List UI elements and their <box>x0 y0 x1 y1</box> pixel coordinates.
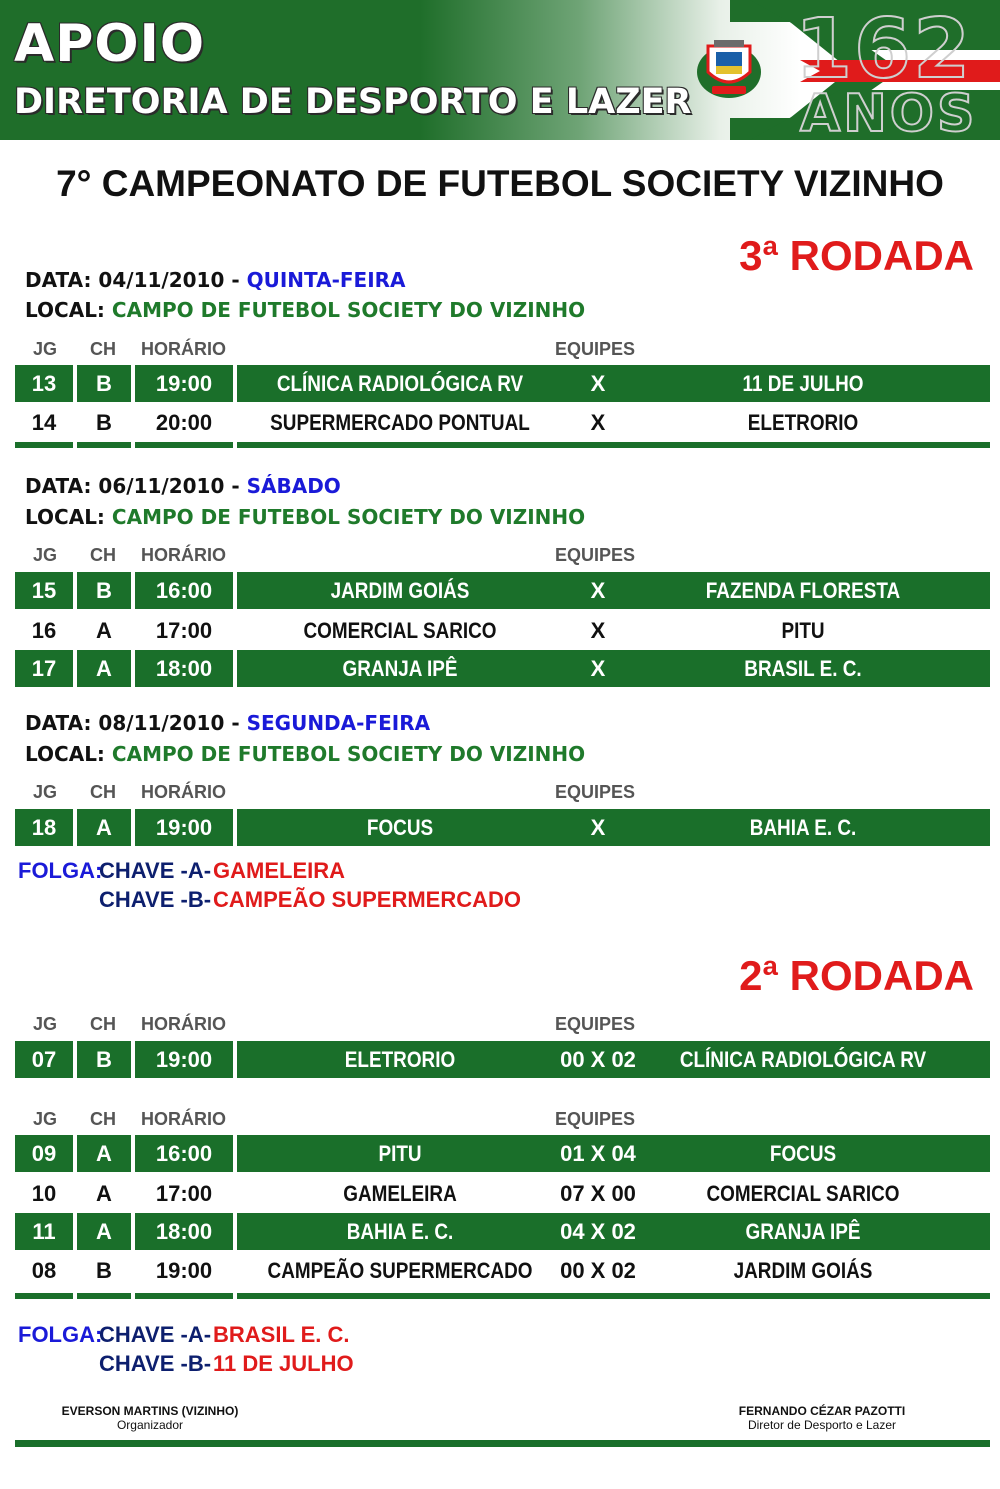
game-home: CAMPEÃO SUPERMERCADO <box>267 1258 533 1283</box>
game-row <box>15 650 990 687</box>
day-3-date <box>25 711 430 735</box>
game-row <box>15 612 990 649</box>
day-1-local <box>25 298 585 322</box>
game-row <box>15 1041 990 1078</box>
day-2-local <box>25 505 585 529</box>
game-home: PITU <box>378 1141 422 1166</box>
round-2-title: 2ª RODADA <box>739 952 974 999</box>
date-label: DATA: 06/11/2010 - <box>25 474 247 498</box>
col-jg: JG <box>33 339 58 359</box>
chave-a-team: BRASIL E. C. <box>213 1322 350 1347</box>
game-ch: B <box>96 410 112 435</box>
column-header <box>15 545 990 569</box>
game-ch: A <box>77 1135 131 1172</box>
game-home: GAMELEIRA <box>343 1181 457 1206</box>
header-banner <box>0 0 1000 140</box>
col-horario: HORÁRIO <box>141 1109 226 1129</box>
anniversary-word: ANOS <box>800 84 978 140</box>
game-jg: 13 <box>15 365 73 402</box>
col-jg: JG <box>33 782 58 802</box>
game-score: 07 X 00 <box>560 1181 636 1206</box>
signature-name: FERNANDO CÉZAR PAZOTTI <box>738 1404 906 1418</box>
day-1-date <box>25 268 406 292</box>
game-row <box>15 809 990 846</box>
column-header <box>15 1109 990 1133</box>
game-home: BAHIA E. C. <box>346 1219 454 1244</box>
table-bottom-bar <box>15 1293 990 1299</box>
col-ch: CH <box>90 339 116 359</box>
weekday: SÁBADO <box>246 474 341 498</box>
game-score: 00 X 02 <box>560 1258 636 1283</box>
game-away: CLÍNICA RADIOLÓGICA RV <box>679 1047 927 1072</box>
game-time: 18:00 <box>135 1213 233 1250</box>
weekday: SEGUNDA-FEIRA <box>246 711 431 735</box>
game-row <box>15 1135 990 1172</box>
game-away: ELETRORIO <box>747 410 859 435</box>
col-equipes: EQUIPES <box>555 545 636 565</box>
game-away: BRASIL E. C. <box>744 656 862 681</box>
col-ch: CH <box>90 1014 116 1034</box>
game-away: FAZENDA FLORESTA <box>705 578 901 603</box>
game-ch: A <box>77 650 131 687</box>
col-horario: HORÁRIO <box>141 1014 226 1034</box>
chave-a-label: CHAVE -A- <box>99 1322 212 1347</box>
game-jg: 17 <box>15 650 73 687</box>
game-jg: 11 <box>15 1213 73 1250</box>
game-away: JARDIM GOIÁS <box>733 1258 873 1283</box>
game-jg: 15 <box>15 572 73 609</box>
game-time: 19:00 <box>135 809 233 846</box>
col-horario: HORÁRIO <box>141 545 226 565</box>
game-time: 17:00 <box>155 1181 213 1206</box>
game-score: 04 X 02 <box>560 1219 636 1244</box>
folga-label: FOLGA: <box>18 858 103 883</box>
game-time: 20:00 <box>155 410 213 435</box>
folga-round-2 <box>18 1322 350 1348</box>
game-away: 11 DE JULHO <box>742 371 864 396</box>
date-label: DATA: 08/11/2010 - <box>25 711 247 735</box>
game-ch: B <box>96 1258 112 1283</box>
col-equipes: EQUIPES <box>555 339 636 359</box>
game-score: X <box>590 578 606 603</box>
game-ch: B <box>77 1041 131 1078</box>
game-row <box>15 1175 990 1212</box>
game-jg: 07 <box>15 1041 73 1078</box>
game-away: BAHIA E. C. <box>749 815 857 840</box>
day-2-date <box>25 474 341 498</box>
game-away: GRANJA IPÊ <box>745 1219 861 1244</box>
game-row <box>15 404 990 441</box>
game-row <box>15 1213 990 1250</box>
chave-a-label: CHAVE -A- <box>99 858 212 883</box>
game-home: COMERCIAL SARICO <box>303 618 497 643</box>
game-away: FOCUS <box>769 1141 837 1166</box>
game-home: ELETRORIO <box>344 1047 456 1072</box>
col-jg: JG <box>33 545 58 565</box>
local-label: LOCAL: <box>25 742 112 766</box>
date-label: DATA: 04/11/2010 - <box>25 268 247 292</box>
municipal-crest-icon <box>694 38 764 100</box>
game-time: 16:00 <box>135 572 233 609</box>
footer-line <box>15 1440 990 1447</box>
game-score: 01 X 04 <box>560 1141 636 1166</box>
game-score: X <box>590 815 606 840</box>
col-horario: HORÁRIO <box>141 339 226 359</box>
game-away: PITU <box>781 618 825 643</box>
game-home: CLÍNICA RADIOLÓGICA RV <box>276 371 524 396</box>
col-jg: JG <box>33 1109 58 1129</box>
column-header <box>15 339 990 363</box>
game-time: 18:00 <box>135 650 233 687</box>
game-time: 16:00 <box>135 1135 233 1172</box>
game-row <box>15 572 990 609</box>
game-jg: 08 <box>31 1258 57 1283</box>
signature-role: Diretor de Desporto e Lazer <box>747 1418 897 1432</box>
chave-a-team: GAMELEIRA <box>213 858 345 883</box>
game-time: 19:00 <box>155 1258 213 1283</box>
signature-director <box>712 1404 932 1432</box>
col-horario: HORÁRIO <box>141 782 226 802</box>
col-jg: JG <box>33 1014 58 1034</box>
local-value: CAMPO DE FUTEBOL SOCIETY DO VIZINHO <box>111 298 586 322</box>
col-equipes: EQUIPES <box>555 1014 636 1034</box>
game-score: 00 X 02 <box>560 1047 636 1072</box>
chave-b-label: CHAVE -B- <box>99 887 212 912</box>
game-row <box>15 365 990 402</box>
signature-organizer <box>40 1404 260 1432</box>
local-label: LOCAL: <box>25 505 112 529</box>
header-apoio: APOIO <box>14 14 206 74</box>
col-ch: CH <box>90 545 116 565</box>
day-3-local <box>25 742 585 766</box>
chave-b-team: CAMPEÃO SUPERMERCADO <box>213 887 522 912</box>
signature-role: Organizador <box>116 1418 184 1432</box>
chave-b-label: CHAVE -B- <box>99 1351 212 1376</box>
game-score: X <box>590 656 606 681</box>
game-ch: A <box>77 809 131 846</box>
folga-round-3 <box>18 858 345 884</box>
game-jg: 10 <box>31 1181 57 1206</box>
game-row <box>15 1252 990 1289</box>
game-ch: A <box>96 1181 112 1206</box>
column-header <box>15 1014 990 1038</box>
anniversary-number: 162 <box>795 2 973 97</box>
local-label: LOCAL: <box>25 298 112 322</box>
game-ch: B <box>77 365 131 402</box>
game-home: SUPERMERCADO PONTUAL <box>270 410 530 435</box>
table-bottom-bar <box>15 442 990 448</box>
col-ch: CH <box>90 1109 116 1129</box>
game-time: 19:00 <box>135 1041 233 1078</box>
game-jg: 09 <box>15 1135 73 1172</box>
game-away: COMERCIAL SARICO <box>706 1181 900 1206</box>
game-ch: A <box>96 618 112 643</box>
game-ch: A <box>77 1213 131 1250</box>
game-ch: B <box>77 572 131 609</box>
weekday: QUINTA-FEIRA <box>246 268 406 292</box>
game-home: JARDIM GOIÁS <box>330 578 470 603</box>
chave-b-team: 11 DE JULHO <box>213 1351 354 1376</box>
round-3-title: 3ª RODADA <box>739 232 974 279</box>
game-time: 17:00 <box>155 618 213 643</box>
header-diretoria: DIRETORIA DE DESPORTO E LAZER <box>14 82 692 122</box>
folga-label: FOLGA: <box>18 1322 103 1347</box>
col-ch: CH <box>90 782 116 802</box>
local-value: CAMPO DE FUTEBOL SOCIETY DO VIZINHO <box>111 505 586 529</box>
game-score: X <box>590 618 606 643</box>
column-header <box>15 782 990 806</box>
game-home: FOCUS <box>366 815 434 840</box>
game-time: 19:00 <box>135 365 233 402</box>
col-equipes: EQUIPES <box>555 1109 636 1129</box>
signature-name: EVERSON MARTINS (VIZINHO) <box>61 1404 239 1418</box>
game-jg: 18 <box>15 809 73 846</box>
col-equipes: EQUIPES <box>555 782 636 802</box>
page-title: 7° CAMPEONATO DE FUTEBOL SOCIETY VIZINHO <box>56 163 944 204</box>
game-home: GRANJA IPÊ <box>342 656 458 681</box>
local-value: CAMPO DE FUTEBOL SOCIETY DO VIZINHO <box>111 742 586 766</box>
game-score: X <box>590 410 606 435</box>
game-jg: 14 <box>31 410 57 435</box>
game-score: X <box>590 371 606 396</box>
game-jg: 16 <box>31 618 57 643</box>
